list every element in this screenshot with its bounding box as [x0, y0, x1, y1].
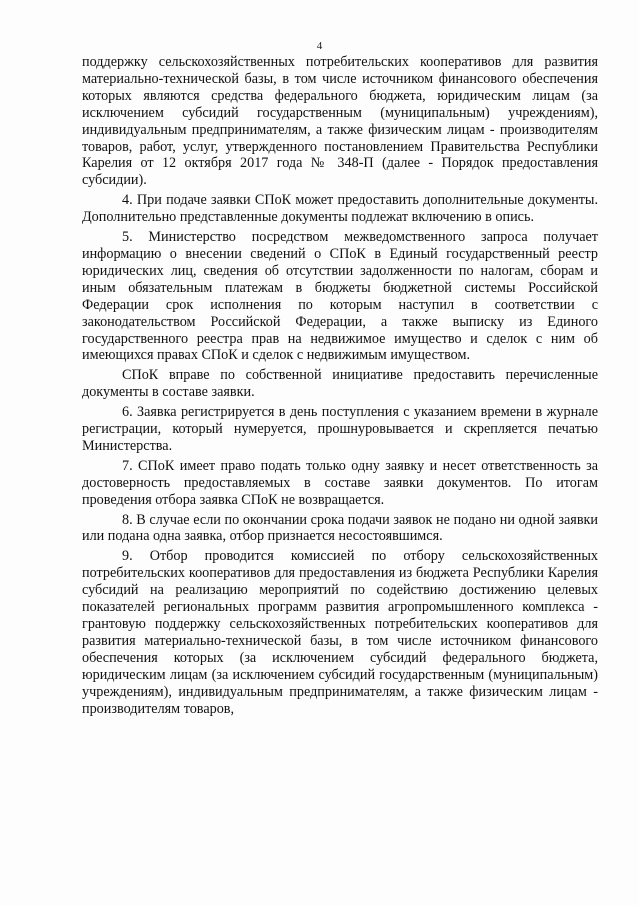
paragraph-9: 9. Отбор проводится комиссией по отбору сельскохозяйственных потребительских кооперативов для предоставления из бюджета Республики Карелия субсидий на реализацию мероприятий по содействию достижению целевых показателей региональных программ развития агропромышленного комплекса - грантовую поддержку сельскохозяйственных потребительских кооперативов для развития материально-технической базы, в том числе источником финансового обеспечения которых (за исключением субсидий федерального бюджета, юридическим лицам (за исключением субсидий государственным (муниципальным) учреждениям), индивидуальным предпринимателям, а также физическим лицам - производителям товаров, — [82, 548, 598, 717]
paragraph-5: 5. Министерство посредством межведомственного запроса получает информацию о внесении сведений о СПоК в Единый государственный реестр юридических лиц, сведения об отсутствии задолженности по налогам, сборам и иным обязательным платежам в бюджеты бюджетной системы Российской Федерации срок исполнения по которым наступил в соответствии с законодательством Российской Федерации, а также выписку из Единого государственного реестра прав на недвижимое имущество и сделок с ним об имеющихся правах СПоК и сделок с недвижимым имуществом. — [82, 229, 598, 364]
paragraph-5-note: СПоК вправе по собственной инициативе предоставить перечисленные документы в составе заявки. — [82, 367, 598, 401]
paragraph-4: 4. При подаче заявки СПоК может предоставить дополнительные документы. Дополнительно представленные документы подлежат включению в опись. — [82, 192, 598, 226]
paragraph-continuation: поддержку сельскохозяйственных потребительских кооперативов для развития материально-технической базы, в том числе источником финансового обеспечения которых являются средства федерального бюджета, юридическим лицам (за исключением субсидий государственным (муниципальным) учреждениям), индивидуальным предпринимателям, а также физическим лицам - производителям товаров, работ, услуг, утвержденного постановлением Правительства Республики Карелия от 12 октября 2017 года № 348-П (далее - Порядок предоставления субсидии). — [82, 54, 598, 189]
document-body — [82, 54, 598, 720]
page-number: 4 — [316, 40, 323, 52]
paragraph-8: 8. В случае если по окончании срока подачи заявок не подано ни одной заявки или подана одна заявка, отбор признается несостоявшимся. — [82, 511, 598, 545]
paragraph-6: 6. Заявка регистрируется в день поступления с указанием времени в журнале регистрации, который нумеруется, прошнуровывается и скрепляется печатью Министерства. — [82, 404, 598, 454]
paragraph-7: 7. СПоК имеет право подать только одну заявку и несет ответственность за достоверность предоставляемых в составе заявки документов. По итогам проведения отбора заявка СПоК не возвращается. — [82, 457, 598, 508]
